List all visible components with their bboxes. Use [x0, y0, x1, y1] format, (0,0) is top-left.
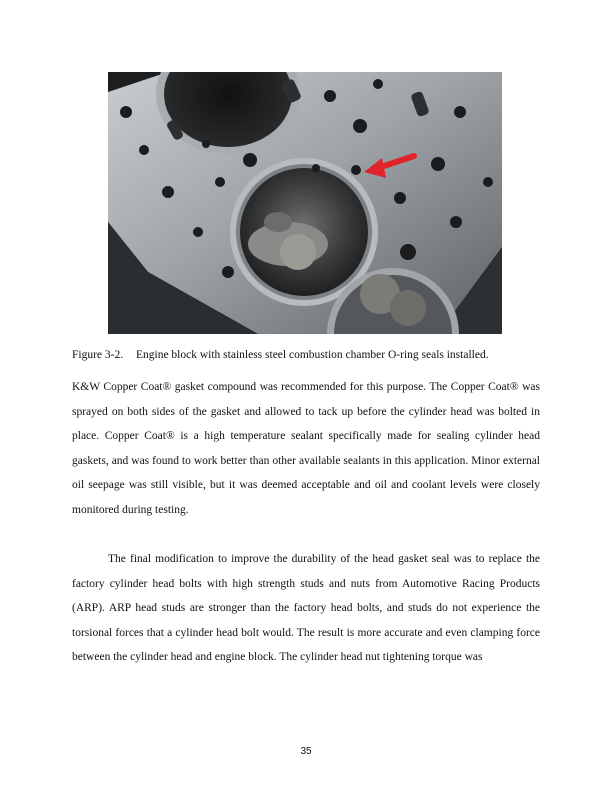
page-number: 35 — [300, 746, 312, 757]
body-paragraph-1: K&W Copper Coat® gasket compound was recommended for this purpose. The Copper Coat® was sprayed on both sides of the gasket and allowed to tack up before the cylinder head was bolted in place. Copper Coat® is a high temperature sealant specifically made for sealing cylinder head gaskets, and was found to work better than other available sealants in this application. Minor external oil seepage was still visible, but it was deemed acceptable and oil and coolant levels were closely monitored during testing. — [72, 381, 540, 516]
figure-caption-text: Engine block with stainless steel combustion chamber O-ring seals installed. — [135, 349, 489, 361]
engine-block-illustration — [108, 72, 502, 334]
figure-label: Figure 3-2. — [72, 349, 124, 361]
body-paragraph-2: The final modification to improve the durability of the head gasket seal was to replace the factory cylinder head bolts with high strength studs and nuts from Automotive Racing Products (ARP). ARP head studs are stronger than the factory head bolts, and studs do not experience the torsional forces that a cylinder head bolt would. The result is more accurate and even clamping force between the cylinder head and engine block. The cylinder head nut tightening torque was — [72, 553, 540, 663]
engine-block-photo — [108, 72, 502, 334]
figure-caption — [72, 347, 542, 363]
